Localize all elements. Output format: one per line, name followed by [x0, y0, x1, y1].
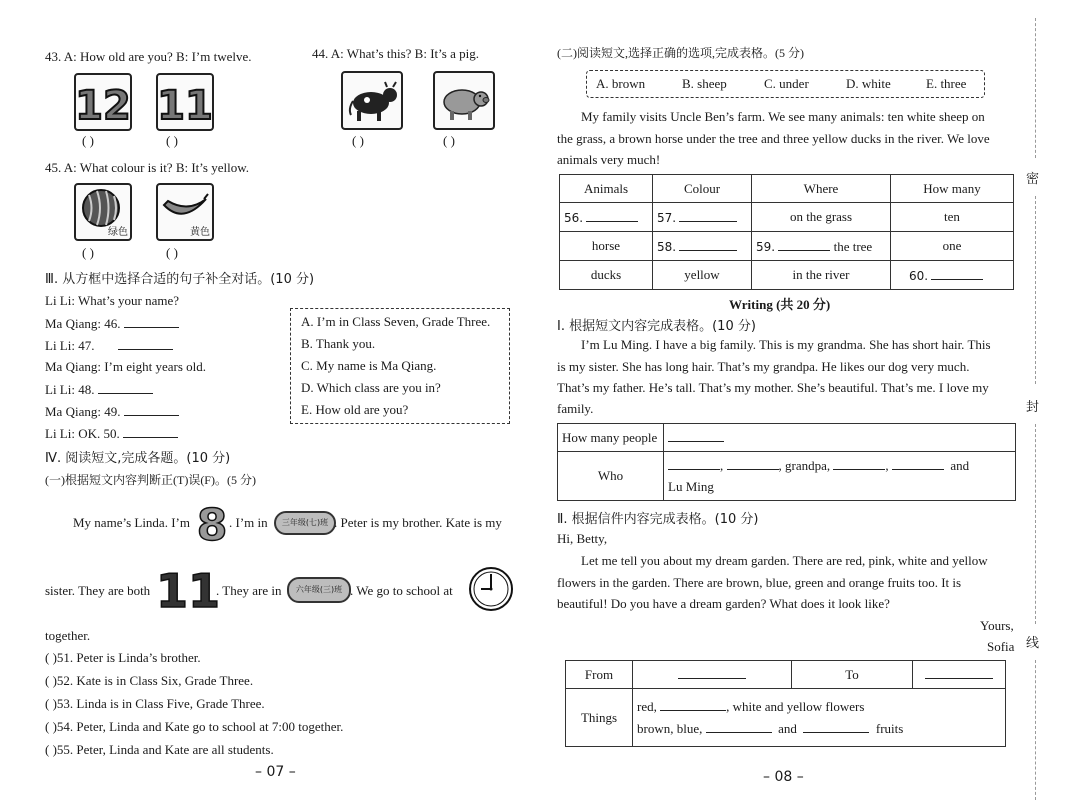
animals-table [559, 174, 1014, 290]
cell-things-answers: red, , white and yellow flowers brown, blue, and fruits [633, 689, 1006, 747]
passage-right-3: animals very much! [557, 152, 661, 167]
clock-icon [468, 566, 514, 612]
watermelon-picture [74, 183, 132, 241]
page-number-right: – 08 – [763, 769, 804, 785]
who-blank-1[interactable] [668, 457, 720, 470]
dialog-line-2: Li Li: 47. [45, 337, 173, 354]
number-12-icon [76, 75, 130, 129]
option-right-d: D. white [846, 76, 891, 91]
who-blank-4[interactable] [892, 457, 944, 470]
cell-yellow: yellow [653, 261, 752, 290]
letter-greeting: Hi, Betty, [557, 531, 608, 546]
letter-line-3: beautiful! Do you have a dream garden? What does it look like? [557, 596, 890, 611]
option-right-c: C. under [764, 76, 809, 91]
cell-60: 60. [891, 261, 1014, 290]
q45-answer-1[interactable]: ( ) [82, 245, 94, 260]
letter-sofia: Sofia [987, 639, 1015, 654]
passage-line-1b: . I’m in [229, 515, 268, 530]
option-c: C. My name is Ma Qiang. [301, 358, 437, 373]
cell-ducks: ducks [560, 261, 653, 290]
part-1-title: (一)根据短文内容判断正(T)误(F)。(5 分) [45, 473, 256, 487]
writing-2-title: Ⅱ. 根据信件内容完成表格。(10 分) [557, 512, 759, 527]
fruit-blank-1[interactable] [706, 720, 772, 733]
cell-one: one [891, 232, 1014, 261]
option-a: A. I’m in Class Seven, Grade Three. [301, 314, 491, 329]
number-8-icon [195, 500, 229, 551]
banana-picture [156, 183, 214, 241]
cell-on-the-grass: on the grass [752, 203, 891, 232]
dialog-line-4: Li Li: 48. [45, 381, 153, 398]
header-animals: Animals [560, 175, 653, 203]
cell-59: 59. the tree [752, 232, 891, 261]
q43-text: 43. A: How old are you? B: I’m twelve. [45, 49, 252, 64]
passage-right-2: the grass, a brown horse under the tree and three yellow ducks in the river. We love [557, 131, 990, 146]
option-e: E. How old are you? [301, 402, 409, 417]
answer-58-blank[interactable] [679, 238, 737, 251]
people-count-blank[interactable] [668, 429, 724, 442]
w1-passage-1: I’m Lu Ming. I have a big family. This is my grandma. She has short hair. This [581, 337, 991, 352]
w1-passage-3: That’s my father. He’s tall. That’s my mother. She’s beautiful. That’s me. I love my [557, 380, 989, 395]
writing-1-title: Ⅰ. 根据短文内容完成表格。(10 分) [557, 319, 756, 334]
passage-line-2c: . We go to school at [350, 583, 453, 598]
answer-56-blank[interactable] [586, 209, 638, 222]
answer-48-blank[interactable] [98, 381, 153, 394]
cell-how-many-people: How many people [558, 424, 664, 452]
seal-line-top [1035, 18, 1036, 158]
cell-58: 58. [653, 232, 752, 261]
cell-from: From [566, 661, 633, 689]
cell-things: Things [566, 689, 633, 747]
q43-answer-1[interactable]: ( ) [82, 133, 94, 148]
seal-char-3: 线 [1026, 636, 1040, 651]
seal-char-2: 封 [1026, 400, 1040, 415]
flower-blank[interactable] [660, 698, 726, 711]
dialog-line-0: Li Li: What’s your name? [45, 293, 180, 308]
answer-59-blank[interactable] [778, 238, 830, 251]
class-pill-1: 三年级(七)班 [274, 511, 336, 535]
option-b: B. Thank you. [301, 336, 376, 351]
seal-line-mid1 [1035, 196, 1036, 384]
q44-answer-2[interactable]: ( ) [443, 133, 455, 148]
cell-people-count [664, 424, 1016, 452]
letter-line-1: Let me tell you about my dream garden. There are red, pink, white and yellow [581, 553, 988, 568]
num12-glyph: 12 [75, 83, 131, 129]
cell-to-answer [913, 661, 1006, 689]
to-blank[interactable] [925, 666, 993, 679]
num8-glyph: 8 [196, 500, 228, 551]
page-number-left: – 07 – [255, 764, 296, 780]
answer-46-blank[interactable] [124, 315, 179, 328]
section-3-title: Ⅲ. 从方框中选择合适的句子补全对话。(10 分) [45, 272, 315, 287]
writing-title: Writing (共 20 分) [729, 297, 831, 312]
header-where: Where [752, 175, 891, 203]
passage-right-1: My family visits Uncle Ben’s farm. We see many animals: ten white sheep on [581, 109, 985, 124]
cell-in-the-river: in the river [752, 261, 891, 290]
who-blank-2[interactable] [727, 457, 779, 470]
cell-from-answer [633, 661, 792, 689]
option-d: D. Which class are you in? [301, 380, 441, 395]
answer-57-blank[interactable] [679, 209, 737, 222]
num11-large-glyph: 11 [155, 564, 221, 618]
cell-56: 56. [560, 203, 653, 232]
num11-glyph: 11 [157, 83, 213, 129]
option-right-b: B. sheep [682, 76, 727, 91]
option-right-e: E. three [926, 76, 967, 91]
option-right-a: A. brown [596, 76, 646, 91]
cell-to: To [792, 661, 913, 689]
answer-47-blank[interactable] [118, 337, 173, 350]
tf-53[interactable]: ( )53. Linda is in Class Five, Grade Three. [45, 696, 265, 711]
class-pill-2: 六年级(三)班 [287, 577, 351, 603]
dialog-line-6: Li Li: OK. 50. [45, 425, 178, 442]
passage-line-1c: . Peter is my brother. Kate is my [334, 515, 502, 530]
family-table [557, 423, 1016, 501]
q43-answer-2[interactable]: ( ) [166, 133, 178, 148]
q45-text: 45. A: What colour is it? B: It’s yellow. [45, 160, 250, 175]
green-label: 绿色 [108, 227, 128, 238]
number-12-picture [74, 73, 132, 131]
fruit-blank-2[interactable] [803, 720, 869, 733]
seal-line-mid2 [1035, 424, 1036, 624]
pig-picture [433, 71, 495, 130]
passage-line-2a: sister. They are both [45, 583, 151, 598]
number-11-large-icon [155, 564, 221, 618]
q44-answer-1[interactable]: ( ) [352, 133, 364, 148]
q45-answer-2[interactable]: ( ) [166, 245, 178, 260]
dialog-line-5: Ma Qiang: 49. [45, 403, 179, 420]
tf-51[interactable]: ( )51. Peter is Linda’s brother. [45, 650, 201, 665]
cell-57: 57. [653, 203, 752, 232]
number-11-icon [158, 75, 212, 129]
pig-icon [435, 73, 493, 128]
from-blank[interactable] [678, 666, 746, 679]
answer-50-blank[interactable] [123, 425, 178, 438]
tf-54[interactable]: ( )54. Peter, Linda and Kate go to school at 7:00 together. [45, 719, 344, 734]
cell-who-answers: , , grandpa, , and Lu Ming [664, 452, 1016, 501]
cow-picture [341, 71, 403, 130]
q44-text: 44. A: What’s this? B: It’s a pig. [312, 46, 479, 61]
cell-horse: horse [560, 232, 653, 261]
cell-ten: ten [891, 203, 1014, 232]
answer-60-blank[interactable] [931, 267, 983, 280]
letter-table [565, 660, 1006, 747]
seal-char-1: 密 [1026, 172, 1040, 187]
number-11-picture [156, 73, 214, 131]
passage-line-2b: . They are in [216, 583, 282, 598]
passage-line-3: together. [45, 628, 91, 643]
letter-yours: Yours, [980, 618, 1014, 633]
tf-55[interactable]: ( )55. Peter, Linda and Kate are all students. [45, 742, 274, 757]
header-how-many: How many [891, 175, 1014, 203]
cell-who: Who [558, 452, 664, 501]
section-4-title: Ⅳ. 阅读短文,完成各题。(10 分) [45, 451, 231, 466]
part-2-title: (二)阅读短文,选择正确的选项,完成表格。(5 分) [557, 46, 804, 60]
answer-49-blank[interactable] [124, 403, 179, 416]
w1-passage-2: is my sister. She has long hair. That’s my grandpa. He likes our dog very much. [557, 359, 970, 374]
yellow-label: 黄色 [190, 227, 210, 238]
who-blank-3[interactable] [833, 457, 885, 470]
seal-line-bottom [1035, 660, 1036, 800]
header-colour: Colour [653, 175, 752, 203]
passage-line-1a: My name’s Linda. I’m [73, 515, 190, 530]
w1-passage-4: family. [557, 401, 594, 416]
dialog-line-3: Ma Qiang: I’m eight years old. [45, 359, 207, 374]
tf-52[interactable]: ( )52. Kate is in Class Six, Grade Three. [45, 673, 254, 688]
letter-line-2: flowers in the garden. There are brown, blue, green and orange fruits too. It is [557, 575, 962, 590]
cow-icon [343, 73, 401, 128]
dialog-line-1: Ma Qiang: 46. [45, 315, 179, 332]
